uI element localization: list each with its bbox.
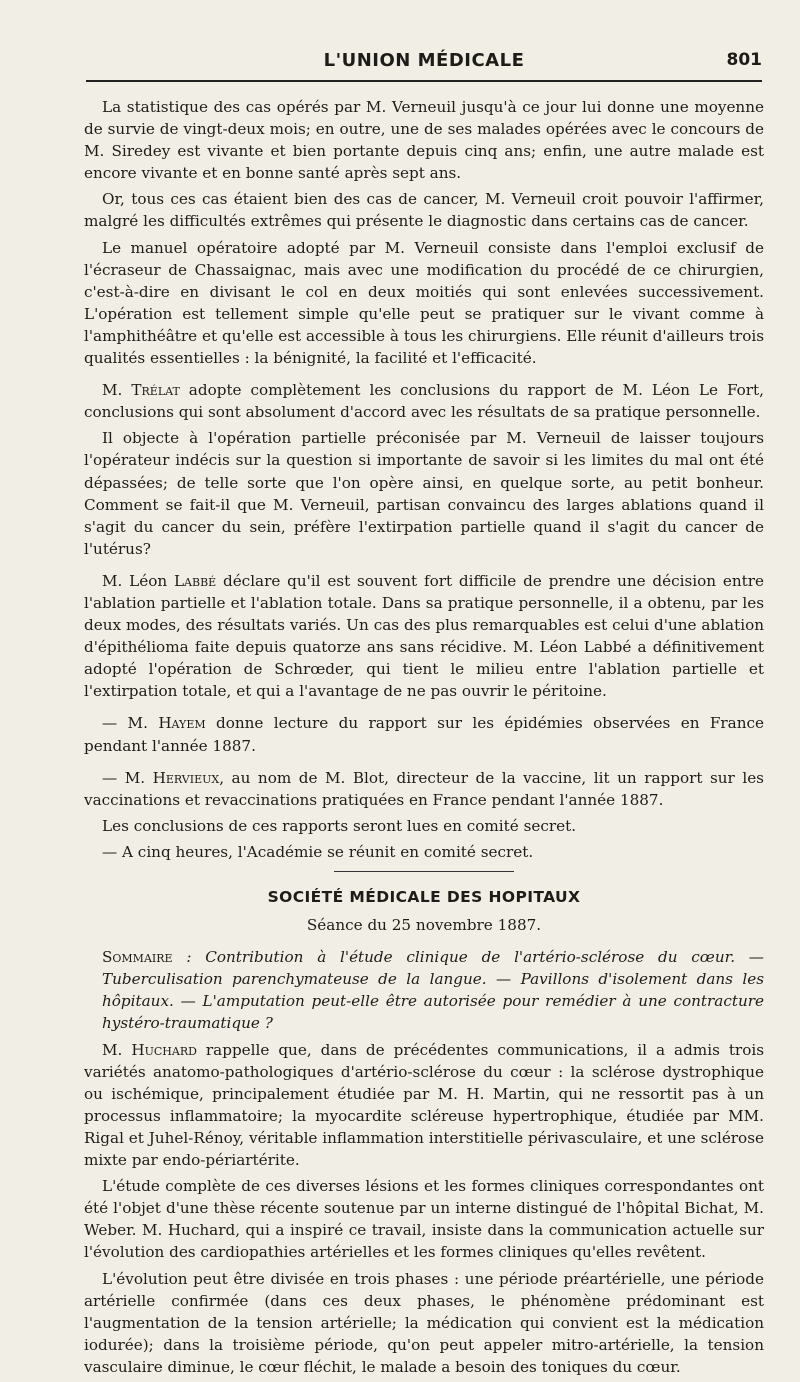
paragraph-huchard — [84, 1039, 764, 1172]
paragraph: Or, tous ces cas étaient bien des cas de cancer, M. Verneuil croit pouvoir l'affirmer, malgré les difficultés extrêmes qui présente le diagnostic dans certains cas de cancer. — [84, 190, 764, 231]
running-title: L'UNION MÉDICALE — [323, 50, 525, 71]
speaker-name: Hervieux — [152, 768, 220, 787]
prefix: M. Léon — [102, 571, 174, 590]
paragraph-text: rappelle que, dans de précédentes communications, il a admis trois variétés anatomo-pathologiques d'artério-sclérose du cœur : la sclérose dystrophique ou ischémique, principalement étudiée par M. H. Martin, qui ne ressortit pas à un processus inflammatoire; la myocardite scléreuse hypertrophique, étudiée par MM. Rigal et Juhel-Rénoy, véritable inflammation interstitielle périvasculaire, et une sclérose mixte par endo-périartérite. — [84, 1040, 764, 1170]
section-divider — [334, 871, 514, 872]
summary-label: Sommaire — [102, 948, 173, 967]
speaker-name: Huchard — [131, 1040, 197, 1059]
prefix: — M. — [102, 714, 159, 733]
paragraph-text: déclare qu'il est souvent fort difficile de prendre une décision entre l'ablation partielle et l'ablation totale. Dans sa pratique personnelle, il a obtenu, par les deux modes, des résultats variés. Un cas des plus remarquables est celui d'une ablation d'épithélioma faite depuis quatorze ans sans récidive. M. Léon Labbé a définitivement adopté l'opération de Schrœder, qui tient le milieu entre l'ablation partielle et l'extirpation totale, et qui a l'avantage de ne pas ouvrir le péritoine. — [84, 571, 764, 701]
page-number: 801 — [726, 50, 762, 70]
summary-text: : Contribution à l'étude clinique de l'artério-sclérose du cœur. — Tuberculisation parenchymateuse de la langue. — Pavillons d'isolement dans les hôpitaux. — L'amputation peut-elle être autorisée pour remédier à une contracture hystéro-traumatique ? — [102, 948, 764, 1033]
paragraph: La statistique des cas opérés par M. Verneuil jusqu'à ce jour lui donne une moyenne de survie de vingt-deux mois; en outre, une de ses malades opérées avec le concours de M. Siredey est vivante et bien portante depuis cinq ans; enfin, une autre malade est encore vivante et en bonne santé après sept ans. — [84, 98, 764, 183]
session-date: Séance du 25 novembre 1887. — [306, 916, 542, 935]
paragraph: Le manuel opératoire adopté par M. Verneuil consiste dans l'emploi exclusif de l'écraseur de Chassaignac, mais avec une modification du procédé de ce chirurgien, c'est-à-dire en divisant le col en deux moitiés qui sont enlevées successivement. L'opération est tellement simple qu'elle peut se pratiquer sur le vivant comme à l'amphithéâtre et qu'elle est accessible à tous les chirurgiens. Elle réunit d'ailleurs trois qualités essentielles : la bénignité, la facilité et l'efficacité. — [84, 238, 764, 368]
page-header — [86, 50, 762, 78]
speaker-name: Trélat — [131, 381, 180, 400]
article-body — [84, 96, 764, 1382]
prefix: M. — [102, 1040, 132, 1059]
paragraph: Les conclusions de ces rapports seront lues en comité secret. — [102, 816, 577, 835]
paragraph-labbe — [84, 570, 764, 703]
summary — [84, 946, 764, 1034]
prefix: — M. — [102, 768, 153, 787]
prefix: M. — [102, 381, 132, 400]
paragraph-text: donne lecture du rapport sur les épidémies observées en France pendant l'année 1887. — [84, 714, 764, 755]
speaker-name: Labbé — [173, 571, 217, 590]
paragraph-trelat — [84, 379, 764, 423]
paragraph-hayem — [84, 712, 764, 756]
paragraph: Il objecte à l'opération partielle préconisée par M. Verneuil de laisser toujours l'opérateur indécis sur la question si importante de savoir si les limites du mal ont été dépassées; de telle sorte que l'on opère ainsi, en quelque sorte, au petit bonheur. Comment se fait-il que M. Verneuil, partisan convaincu des larges ablations quand il s'agit du cancer du sein, préfère l'extirpation partielle quand il s'agit du cancer de l'utérus? — [84, 429, 764, 558]
paragraph: — A cinq heures, l'Académie se réunit en comité secret. — [102, 842, 534, 861]
header-rule — [86, 80, 762, 82]
paragraph-text: adopte complètement les conclusions du rapport de M. Léon Le Fort, conclusions qui sont absolument d'accord avec les résultats de sa pratique personnelle. — [84, 381, 764, 422]
section-title: SOCIÉTÉ MÉDICALE DES HOPITAUX — [267, 888, 581, 906]
speaker-name: Hayem — [158, 714, 206, 733]
paragraph-text: , au nom de M. Blot, directeur de la vaccine, lit un rapport sur les vaccinations et revaccinations pratiquées en France pendant l'année 1887. — [84, 768, 764, 809]
paragraph: L'évolution peut être divisée en trois phases : une période préartérielle, une période artérielle confirmée (dans ces deux phases, le phénomène prédominant est l'augmentation de la tension artérielle; la médication qui convient est la médication iodurée); dans la troisième période, qu'on peut appeler mitro-artérielle, la tension vasculaire diminue, le cœur fléchit, le malade a besoin des toniques du cœur. — [84, 1269, 764, 1376]
paragraph-hervieux — [84, 767, 764, 811]
paragraph: L'étude complète de ces diverses lésions et les formes cliniques correspondantes ont été l'objet d'une thèse récente soutenue par un interne distingué de l'hôpital Bichat, M. Weber. M. Huchard, qui a inspiré ce travail, insiste dans la communication actuelle sur l'évolution des cardiopathies artérielles et les formes cliniques qu'elles revêtent. — [84, 1177, 764, 1262]
